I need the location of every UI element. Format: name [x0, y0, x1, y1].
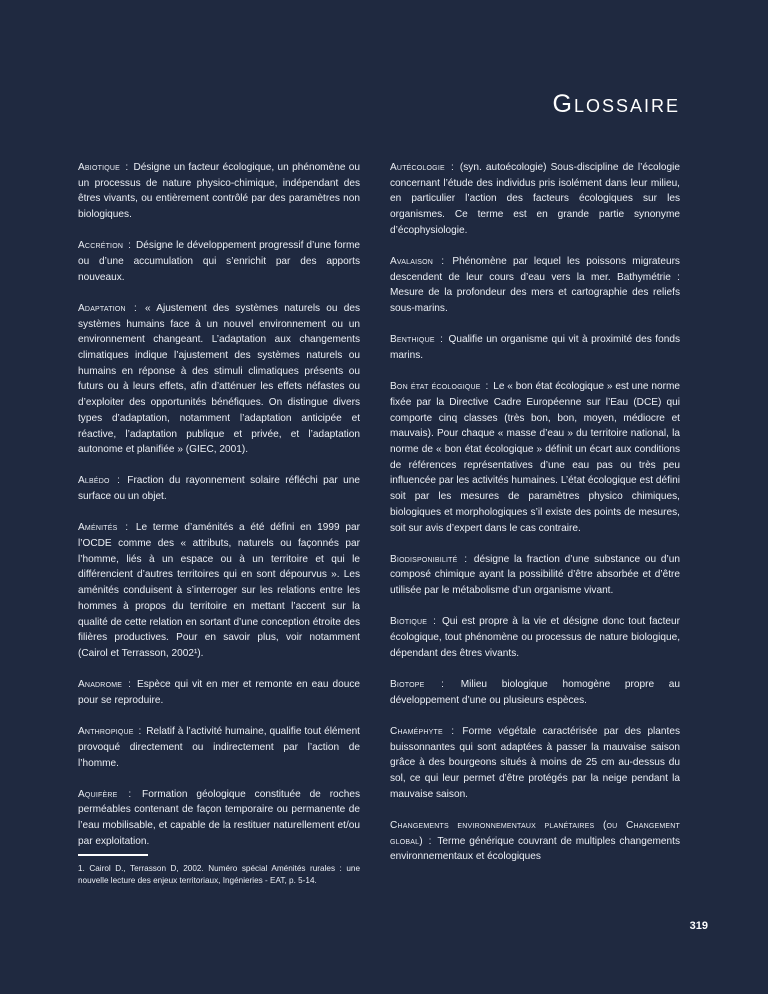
glossary-column-left: [78, 160, 360, 887]
glossary-term: Albédo: [78, 475, 110, 487]
glossary-term: Benthique: [390, 334, 435, 346]
glossary-definition: Espèce qui vit en mer et remonte en eau douce pour se reproduire.: [78, 679, 360, 706]
glossary-entry: Changements environnementaux planétaires (ou Changement global) : Terme générique couvrant de multiples changements environnementaux et écologiques: [390, 819, 680, 863]
glossary-definition: Formation géologique constituée de roches perméables contenant de façon temporaire ou permanente de l’eau mobilisable, et capable de la restituer naturellement et/ou par exploitation.: [78, 788, 360, 847]
glossary-definition: Fraction du rayonnement solaire réfléchi par une surface ou un objet.: [78, 475, 360, 503]
glossary-definition: Désigne un facteur écologique, un phénomène ou un processus de nature physico-chimique, indépendant des êtres vivants, ou entièrement contrôlé par des paramètres non biologiques.: [78, 162, 360, 221]
glossary-term: Anadrome: [78, 679, 123, 691]
glossary-definition: Qualifie un organisme qui vit à proximité des fonds marins.: [390, 334, 681, 362]
glossary-entry: Chaméphyte : Forme végétale caractérisée par des plantes buissonnantes qui sont adaptées à passer la mauvaise saison grâce à des bourgeons situés à moins de 25 cm au-dessus du sol, ce qui leur permet d’être protégés par la neige pendant la mauvaise saison.: [390, 725, 680, 800]
glossary-term: Biotique: [390, 616, 428, 628]
glossary-term: Biodisponibilité: [390, 553, 458, 565]
glossary-definition: Qui est propre à la vie et désigne donc tout facteur écologique, tout phénomène ou processus de nature biologique, dépendant des êtres vivants.: [390, 616, 681, 659]
page-title: Glossaire: [552, 90, 680, 118]
glossary-entry: Albédo : Fraction du rayonnement solaire réfléchi par une surface ou un objet.: [78, 475, 360, 503]
glossary-term: Avalaison: [390, 256, 434, 268]
glossary-entry: Avalaison : Phénomène par lequel les poissons migrateurs descendent de leur cours d’eau vers la mer. Bathymétrie : Mesure de la profondeur des mers et cartographie des reliefs sous-marins.: [390, 256, 680, 315]
glossary-definition: Le « bon état écologique » est une norme fixée par la Directive Cadre Européenne sur l’Eau (DCE) qui comporte cinq classes (très bon, bon, moyen, médiocre et mauvais). Pour chaque « masse d’eau » du territoire national, la norme de « bon état écologique » définit un écart aux conditions de références représentatives d’une eau pas ou très peu influencée par les activités humaines. L’état écologique est défini soit par les mesures de paramètres physico chimiques, biologiques et morphologiques s’il existe des points de mesures, soit sur avis d’expert dans le cas contraire.: [390, 381, 680, 534]
glossary-entry: Abiotique : Désigne un facteur écologique, un phénomène ou un processus de nature physico-chimique, indépendant des êtres vivants, ou entièrement contrôlé par des paramètres non biologiques.: [78, 162, 360, 221]
glossary-definition: « Ajustement des systèmes naturels ou des systèmes humains face à un nouvel environnement ou un environnement changeant. L’adaptation aux changements climatiques indique l’ajustement des systèmes naturels ou humains en réponse à des stimuli climatiques présents ou futurs ou à leurs effets, afin d’atténuer les effets néfastes ou d’exploiter des opportunités bénéfiques. On distingue divers types d’adaptation, notamment l’adaptation anticipée et réactive, l’adaptation publique et privée, et l’adaptation autonome et planifiée » (GIEC, 2001).: [78, 302, 360, 456]
footnote: 1. Cairol D., Terrasson D, 2002. Numéro spécial Aménités rurales : une nouvelle lecture des enjeux territoriaux, Ingénieries - EAT, p. 5-14.: [78, 863, 360, 885]
glossary-entry: Adaptation : « Ajustement des systèmes naturels ou des systèmes humains face à un nouvel environnement ou un environnement changeant. L’adaptation aux changements climatiques indique l’ajustement des systèmes naturels ou humains en réponse à des stimuli climatiques présents ou futurs ou à leurs effets, afin d’atténuer les effets néfastes ou d’exploiter des opportunités bénéfiques. On distingue divers types d’adaptation, notamment l’adaptation anticipée et réactive, l’adaptation publique et privée, et l’adaptation autonome et planifiée » (GIEC, 2001).: [78, 302, 360, 456]
glossary-definition: Désigne le développement progressif d’une forme ou d’une accumulation qui s’enrichit par des apports nouveaux.: [78, 240, 360, 283]
glossary-entry: Biodisponibilité : désigne la fraction d’une substance ou d’un composé chimique ayant la possibilité d’être absorbée et d’être utilisée par le métabolisme d’un organisme vivant.: [390, 553, 680, 597]
glossary-definition: Milieu biologique homogène propre au développement d’une ou plusieurs espèces.: [390, 678, 680, 706]
glossary-term: Abiotique: [78, 162, 120, 173]
glossary-term: Aménités: [78, 522, 118, 534]
glossary-entry: Benthique : Qualifie un organisme qui vit à proximité des fonds marins.: [390, 334, 681, 362]
glossary-term: Bon état écologique: [390, 381, 481, 393]
glossary-term: Biotope: [390, 678, 425, 690]
glossary-definition: Le terme d’aménités a été défini en 1999 par l’OCDE comme des « attributs, naturels ou façonnés par l’homme, liés à un espace ou à un territoire et qui le différencient d’autres territoires qui en sont dépourvus ». Les aménités conduisent à s’interroger sur les relations entre les hommes à propos du territoire en mettant l’accent sur la qualité de cette relation en sortant d’une conception étroite des filières productives. Pour en savoir plus, voir notamment (Cairol et Terrasson, 2002¹).: [78, 522, 360, 659]
page-number: 319: [689, 920, 708, 932]
glossary-term: Aquifère: [78, 788, 118, 800]
glossary-entry: Autécologie : (syn. autoécologie) Sous-discipline de l’écologie concernant l’étude des individus pris isolément dans leur milieu, en particulier l’action des facteurs écologiques sur les organismes. Ce terme est en grande partie synonyme d’écophysiologie.: [390, 162, 680, 236]
glossary-definition: Forme végétale caractérisée par des plantes buissonnantes qui sont adaptées à passer la mauvaise saison grâce à des bourgeons situés à moins de 25 cm au-dessus du sol, ce qui leur permet d’être protégés par la neige pendant la mauvaise saison.: [390, 725, 680, 800]
glossary-entry: Biotique : Qui est propre à la vie et désigne donc tout facteur écologique, tout phénomène ou processus de nature biologique, dépendant des êtres vivants.: [390, 616, 681, 659]
glossary-entry: Bon état écologique : Le « bon état écologique » est une norme fixée par la Directive Cadre Européenne sur l’Eau (DCE) qui comporte cinq classes (très bon, bon, moyen, médiocre et mauvais). Pour chaque « masse d’eau » du territoire national, la norme de « bon état écologique » définit un écart aux conditions de références représentatives d’une eau pas ou très peu influencée par les activités humaines. L’état écologique est défini soit par les mesures de paramètres physico chimiques, biologiques et morphologiques s’il existe des points de mesures, soit sur avis d’expert dans le cas contraire.: [390, 381, 680, 534]
glossary-definition: (syn. autoécologie) Sous-discipline de l’écologie concernant l’étude des individus pris isolément dans leur milieu, en particulier l’action des facteurs écologiques sur les organismes. Ce terme est en grande partie synonyme d’écophysiologie.: [390, 162, 680, 236]
glossary-definition: Terme générique couvrant de multiples changements environnementaux et écologiques: [390, 835, 680, 863]
footnote-divider: [78, 854, 148, 856]
glossary-term: Anthropique: [78, 726, 134, 738]
glossary-entry: Anadrome : Espèce qui vit en mer et remonte en eau douce pour se reproduire.: [78, 679, 360, 706]
glossary-definition: désigne la fraction d’une substance ou d’un composé chimique ayant la possibilité d’être absorbée et d’être utilisée par le métabolisme d’un organisme vivant.: [390, 553, 680, 597]
glossary-definition: Phénomène par lequel les poissons migrateurs descendent de leur cours d’eau vers la mer. Bathymétrie : Mesure de la profondeur des mers et cartographie des reliefs sous-marins.: [390, 256, 680, 315]
glossary-definition: Relatif à l’activité humaine, qualifie tout élément provoqué directement ou indirectement par l’action de l’homme.: [78, 726, 360, 769]
glossary-entry: Biotope : Milieu biologique homogène propre au développement d’une ou plusieurs espèces.: [390, 678, 680, 706]
glossary-column-right: [390, 160, 680, 881]
glossary-entry: Anthropique : Relatif à l’activité humaine, qualifie tout élément provoqué directement ou indirectement par l’action de l’homme.: [78, 726, 360, 769]
glossary-term: Accrétion: [78, 240, 124, 252]
glossary-entry: Aquifère : Formation géologique constituée de roches perméables contenant de façon temporaire ou permanente de l’eau mobilisable, et capable de la restituer naturellement et/ou par exploitation.: [78, 788, 360, 847]
glossary-term: Adaptation: [78, 302, 126, 314]
glossary-term: Chaméphyte: [390, 725, 443, 737]
glossary-entry: Accrétion : Désigne le développement progressif d’une forme ou d’une accumulation qui s’enrichit par des apports nouveaux.: [78, 240, 360, 283]
glossary-term: Changements environnementaux planétaires (ou Changement global): [390, 819, 680, 847]
glossary-term: Autécologie: [390, 162, 445, 173]
glossary-entry: Aménités : Le terme d’aménités a été défini en 1999 par l’OCDE comme des « attributs, naturels ou façonnés par l’homme, liés à un espace ou à un territoire et qui le différencient d’autres territoires qui en sont dépourvus ». Les aménités conduisent à s’interroger sur les relations entre les hommes à propos du territoire en mettant l’accent sur la qualité de cette relation en sortant d’une conception étroite des filières productives. Pour en savoir plus, voir notamment (Cairol et Terrasson, 2002¹).: [78, 522, 360, 659]
